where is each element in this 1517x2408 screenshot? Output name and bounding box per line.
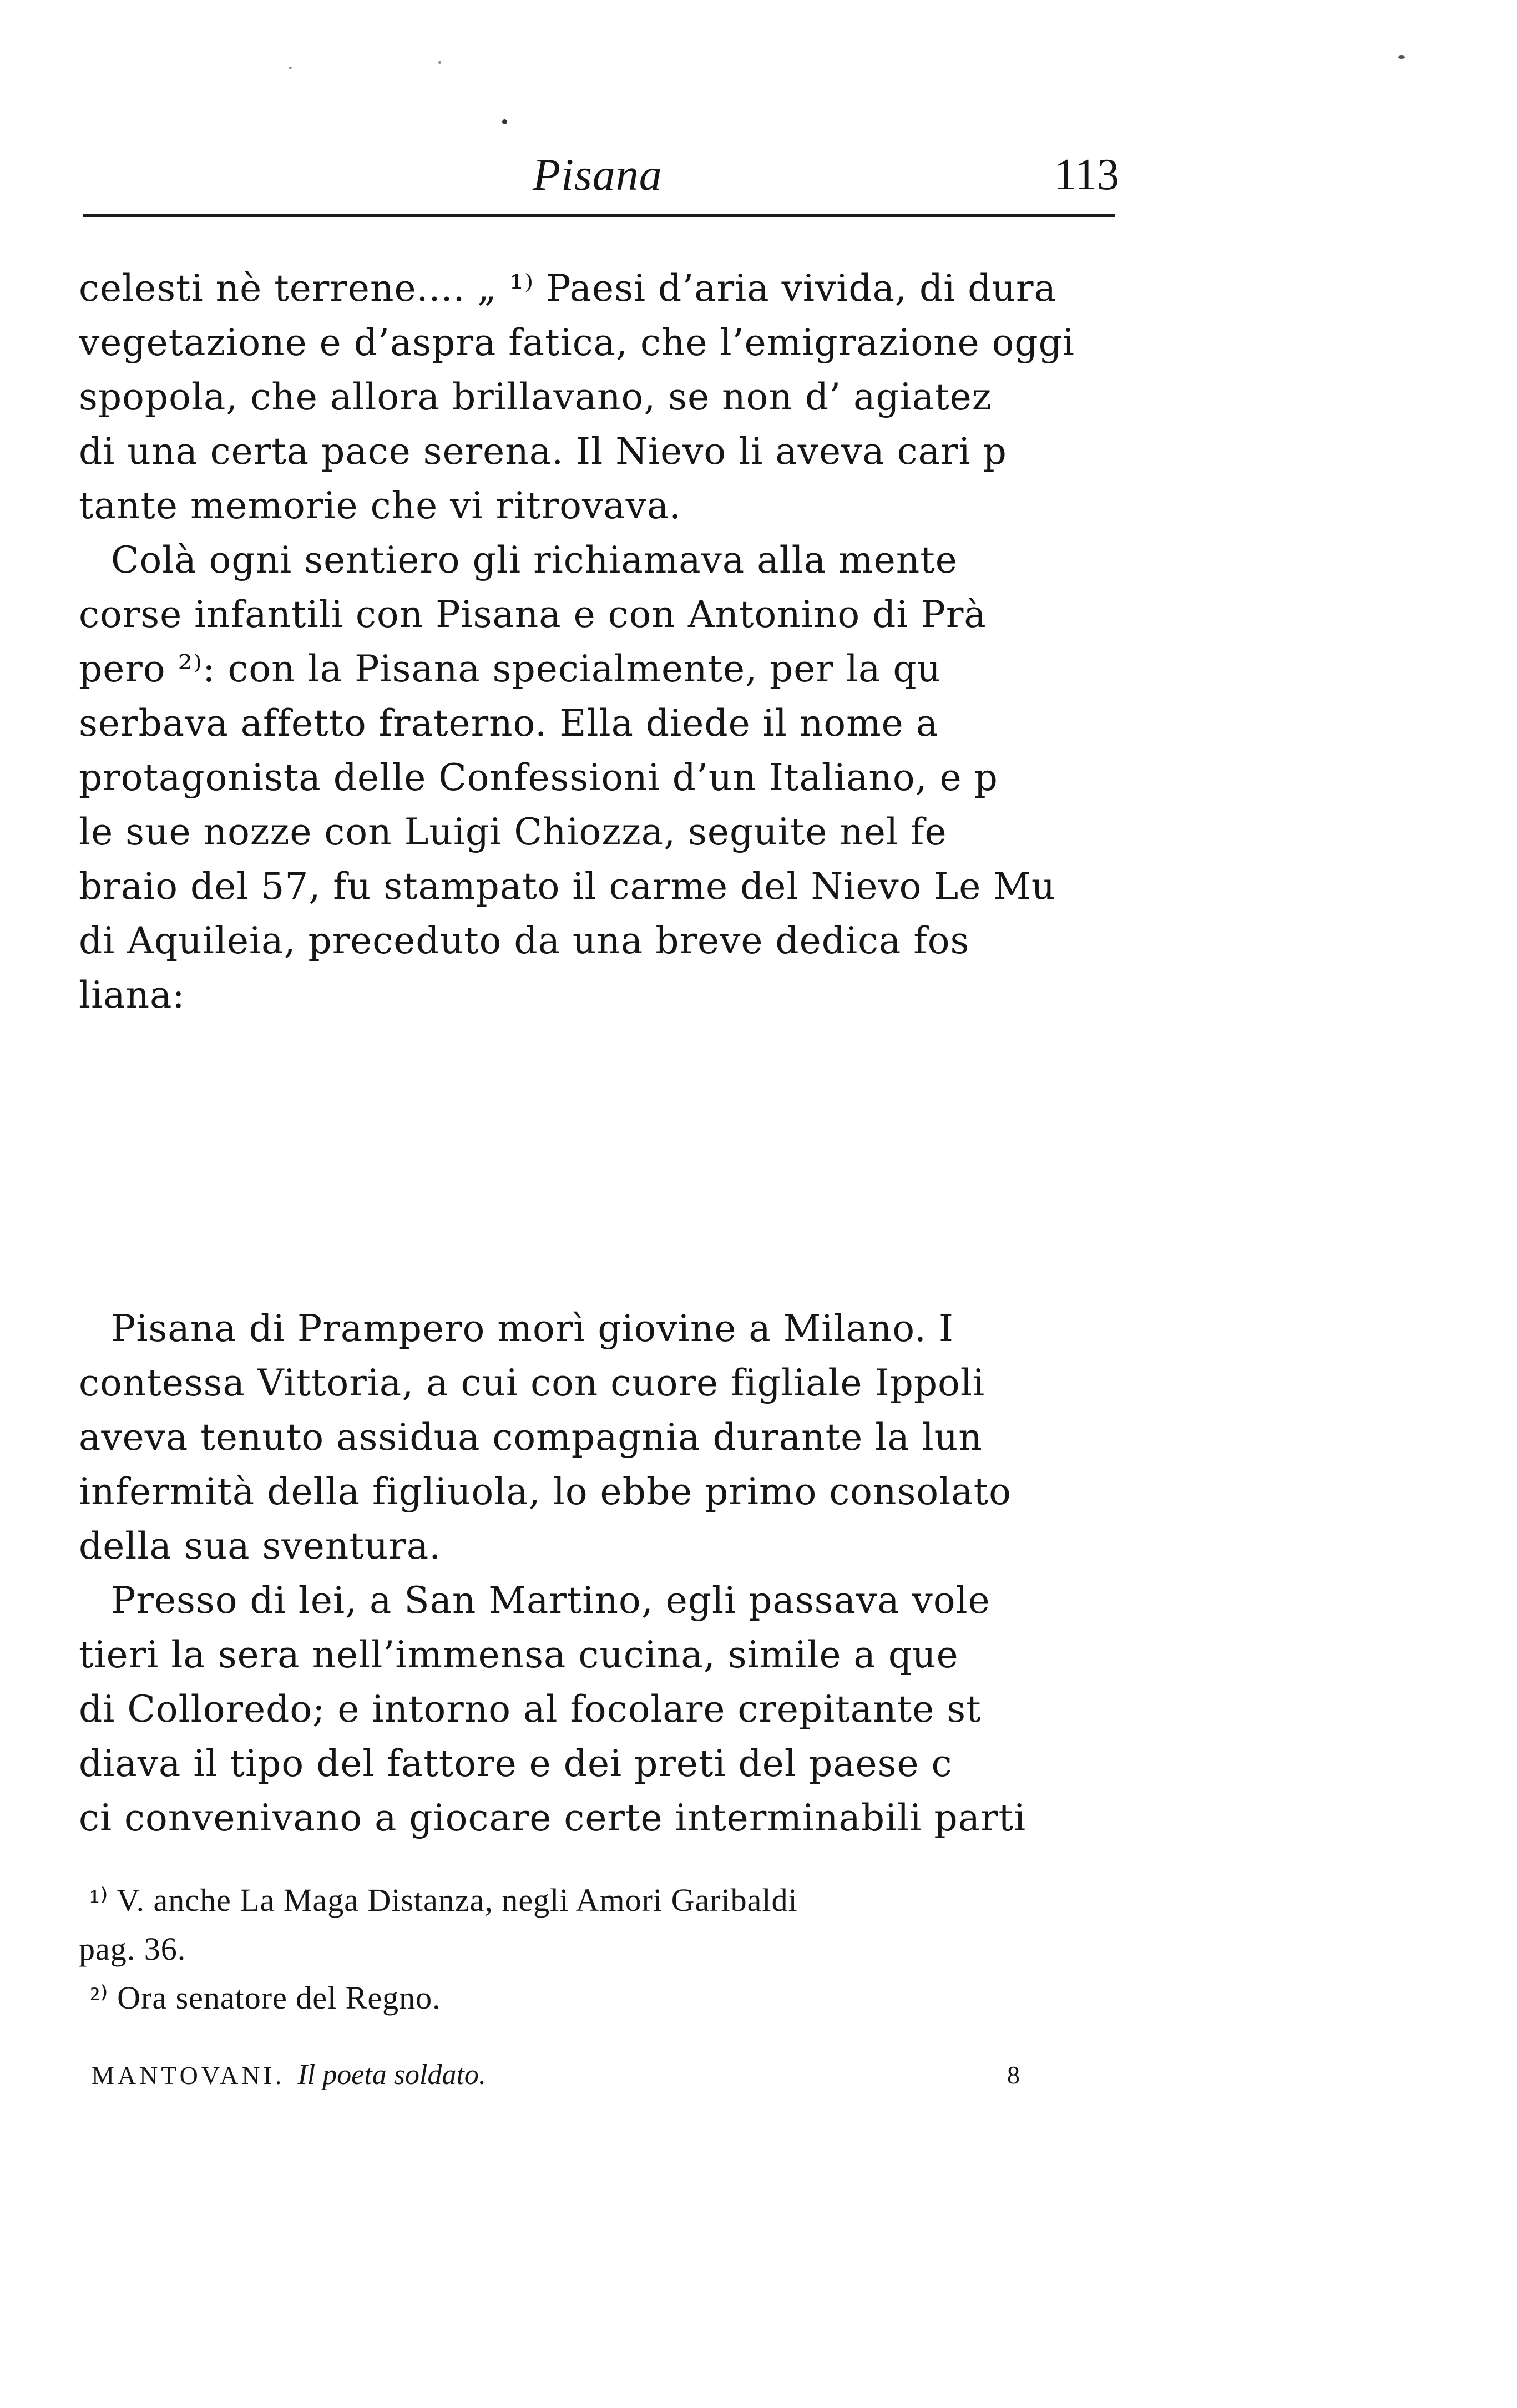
text-line: Colà ogni sentiero gli richiamava alla mente — [111, 539, 958, 581]
signature-author: MANTOVANI. — [92, 2061, 285, 2090]
scan-speck — [502, 119, 507, 124]
text-line: tieri la sera nell’immensa cucina, simile a que — [79, 1633, 959, 1676]
text-line: spopola, che allora brillavano, se non d’ agiatez — [79, 376, 992, 418]
page-header — [0, 147, 1517, 203]
text-line: corse infantili con Pisana e con Antonino di Prà — [79, 593, 987, 636]
header-rule — [83, 214, 1115, 217]
text-line: di Colloredo; e intorno al focolare crepitante st — [79, 1688, 982, 1731]
text-line: contessa Vittoria, a cui con cuore figliale Ippoli — [79, 1362, 985, 1404]
footnote-line: pag. 36. — [79, 1931, 186, 1967]
body-text-section-1 — [79, 261, 1111, 1038]
text-line: braio del 57, fu stampato il carme del Nievo Le Mu — [79, 865, 1056, 908]
scan-speck — [289, 67, 292, 69]
text-line: le sue nozze con Luigi Chiozza, seguite nel fe — [79, 811, 947, 853]
text-line: di Aquileia, preceduto da una breve dedica fos — [79, 919, 970, 962]
scan-speck — [438, 61, 441, 64]
text-line: di una certa pace serena. Il Nievo li aveva cari p — [79, 430, 1007, 473]
body-text-section-2 — [79, 1301, 1111, 1856]
text-line: diava il tipo del fattore e dei preti del paese c — [79, 1742, 953, 1785]
signature-mark: 8 — [1007, 2061, 1020, 2089]
text-line: serbava affetto fraterno. Ella diede il nome a — [79, 702, 939, 745]
text-line: vegetazione e d’aspra fatica, che l’emigrazione oggi — [79, 321, 1075, 364]
text-line: ci convenivano a giocare certe interminabili parti — [79, 1797, 1026, 1839]
scan-speck — [1398, 55, 1405, 59]
text-line: celesti nè terrene.... „ ¹⁾ Paesi d’aria vivida, di dura — [79, 267, 1056, 310]
text-line: tante memorie che vi ritrovava. — [79, 484, 682, 527]
printer-signature — [92, 2050, 1118, 2100]
running-title: Pisana — [533, 149, 663, 200]
footnotes — [79, 1875, 1111, 2031]
text-line: aveva tenuto assidua compagnia durante la lun — [79, 1416, 983, 1459]
footnote-line: ²⁾ Ora senatore del Regno. — [90, 1980, 441, 2016]
text-line: protagonista delle Confessioni d’un Italiano, e p — [79, 756, 998, 799]
text-line: della sua sventura. — [79, 1525, 442, 1567]
text-line: pero ²⁾: con la Pisana specialmente, per la qu — [79, 647, 942, 690]
footnote-line: ¹⁾ V. anche La Maga Distanza, negli Amori Garibaldi — [90, 1882, 798, 1918]
text-line: Pisana di Prampero morì giovine a Milano. I — [111, 1307, 954, 1350]
page-number: 113 — [1054, 150, 1120, 199]
text-line: infermità della figliuola, lo ebbe primo consolato — [79, 1470, 1012, 1513]
text-line: Presso di lei, a San Martino, egli passava vole — [111, 1579, 990, 1622]
signature-title: Il poeta soldato. — [297, 2059, 486, 2091]
text-line: liana: — [79, 974, 185, 1016]
